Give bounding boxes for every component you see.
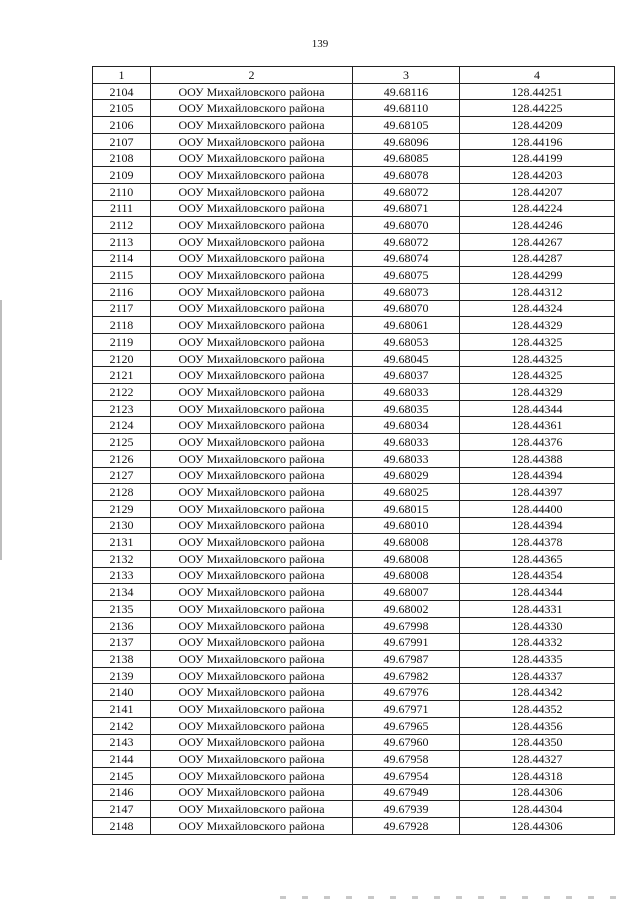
- organization-cell: ООУ Михайловского района: [151, 684, 353, 701]
- organization-cell: ООУ Михайловского района: [151, 300, 353, 317]
- longitude-cell: 128.44332: [460, 634, 615, 651]
- latitude-cell: 49.67982: [353, 667, 460, 684]
- row-number-cell: 2144: [93, 751, 151, 768]
- row-number-cell: 2138: [93, 651, 151, 668]
- row-number-cell: 2118: [93, 317, 151, 334]
- latitude-cell: 49.68075: [353, 267, 460, 284]
- organization-cell: ООУ Михайловского района: [151, 367, 353, 384]
- table-row: [93, 200, 615, 217]
- latitude-cell: 49.68085: [353, 150, 460, 167]
- longitude-cell: 128.44376: [460, 434, 615, 451]
- latitude-cell: 49.68073: [353, 283, 460, 300]
- longitude-cell: 128.44329: [460, 384, 615, 401]
- latitude-cell: 49.68025: [353, 484, 460, 501]
- organization-cell: ООУ Михайловского района: [151, 550, 353, 567]
- row-number-cell: 2145: [93, 767, 151, 784]
- longitude-cell: 128.44312: [460, 283, 615, 300]
- organization-cell: ООУ Михайловского района: [151, 217, 353, 234]
- table-row: [93, 167, 615, 184]
- organization-cell: ООУ Михайловского района: [151, 100, 353, 117]
- row-number-cell: 2119: [93, 334, 151, 351]
- table-row: [93, 450, 615, 467]
- table-row: [93, 751, 615, 768]
- latitude-cell: 49.67998: [353, 617, 460, 634]
- longitude-cell: 128.44299: [460, 267, 615, 284]
- row-number-cell: 2135: [93, 601, 151, 618]
- table-row: [93, 617, 615, 634]
- row-number-cell: 2113: [93, 233, 151, 250]
- longitude-cell: 128.44306: [460, 784, 615, 801]
- latitude-cell: 49.68037: [353, 367, 460, 384]
- row-number-cell: 2117: [93, 300, 151, 317]
- latitude-cell: 49.68035: [353, 400, 460, 417]
- row-number-cell: 2120: [93, 350, 151, 367]
- longitude-cell: 128.44246: [460, 217, 615, 234]
- row-number-cell: 2141: [93, 701, 151, 718]
- organization-cell: ООУ Михайловского района: [151, 601, 353, 618]
- table-row: [93, 117, 615, 134]
- latitude-cell: 49.67971: [353, 701, 460, 718]
- organization-cell: ООУ Михайловского района: [151, 617, 353, 634]
- organization-cell: ООУ Михайловского района: [151, 83, 353, 100]
- organization-cell: ООУ Михайловского района: [151, 317, 353, 334]
- column-header-1: 1: [93, 67, 151, 84]
- table-row: [93, 217, 615, 234]
- latitude-cell: 49.67976: [353, 684, 460, 701]
- latitude-cell: 49.67949: [353, 784, 460, 801]
- row-number-cell: 2106: [93, 117, 151, 134]
- row-number-cell: 2137: [93, 634, 151, 651]
- row-number-cell: 2140: [93, 684, 151, 701]
- table-row: [93, 183, 615, 200]
- table-row: [93, 233, 615, 250]
- longitude-cell: 128.44224: [460, 200, 615, 217]
- longitude-cell: 128.44199: [460, 150, 615, 167]
- table-row: [93, 567, 615, 584]
- table-row: [93, 434, 615, 451]
- longitude-cell: 128.44344: [460, 584, 615, 601]
- organization-cell: ООУ Михайловского района: [151, 283, 353, 300]
- latitude-cell: 49.68008: [353, 550, 460, 567]
- longitude-cell: 128.44330: [460, 617, 615, 634]
- table-row: [93, 317, 615, 334]
- organization-cell: ООУ Михайловского района: [151, 734, 353, 751]
- latitude-cell: 49.68034: [353, 417, 460, 434]
- organization-cell: ООУ Михайловского района: [151, 417, 353, 434]
- longitude-cell: 128.44324: [460, 300, 615, 317]
- organization-cell: ООУ Михайловского района: [151, 183, 353, 200]
- organization-cell: ООУ Михайловского района: [151, 701, 353, 718]
- row-number-cell: 2136: [93, 617, 151, 634]
- latitude-cell: 49.68116: [353, 83, 460, 100]
- organization-cell: ООУ Михайловского района: [151, 467, 353, 484]
- organization-cell: ООУ Михайловского района: [151, 350, 353, 367]
- organization-cell: ООУ Михайловского района: [151, 484, 353, 501]
- organization-cell: ООУ Михайловского района: [151, 751, 353, 768]
- longitude-cell: 128.44356: [460, 717, 615, 734]
- latitude-cell: 49.68007: [353, 584, 460, 601]
- organization-cell: ООУ Михайловского района: [151, 250, 353, 267]
- row-number-cell: 2132: [93, 550, 151, 567]
- latitude-cell: 49.68045: [353, 350, 460, 367]
- organization-cell: ООУ Михайловского района: [151, 133, 353, 150]
- organization-cell: ООУ Михайловского района: [151, 233, 353, 250]
- latitude-cell: 49.68008: [353, 534, 460, 551]
- row-number-cell: 2124: [93, 417, 151, 434]
- table-row: [93, 400, 615, 417]
- table-row: [93, 784, 615, 801]
- organization-cell: ООУ Михайловского района: [151, 584, 353, 601]
- row-number-cell: 2127: [93, 467, 151, 484]
- row-number-cell: 2123: [93, 400, 151, 417]
- row-number-cell: 2129: [93, 500, 151, 517]
- table-row: [93, 300, 615, 317]
- table-body: [93, 83, 615, 834]
- latitude-cell: 49.68096: [353, 133, 460, 150]
- organization-cell: ООУ Михайловского района: [151, 500, 353, 517]
- table-row: [93, 684, 615, 701]
- latitude-cell: 49.68071: [353, 200, 460, 217]
- latitude-cell: 49.67991: [353, 634, 460, 651]
- longitude-cell: 128.44335: [460, 651, 615, 668]
- longitude-cell: 128.44327: [460, 751, 615, 768]
- table-row: [93, 701, 615, 718]
- organization-cell: ООУ Михайловского района: [151, 534, 353, 551]
- row-number-cell: 2143: [93, 734, 151, 751]
- table-row: [93, 584, 615, 601]
- table-row: [93, 767, 615, 784]
- table-row: [93, 667, 615, 684]
- table-row: [93, 384, 615, 401]
- latitude-cell: 49.68078: [353, 167, 460, 184]
- row-number-cell: 2109: [93, 167, 151, 184]
- table-row: [93, 133, 615, 150]
- latitude-cell: 49.68070: [353, 217, 460, 234]
- longitude-cell: 128.44325: [460, 350, 615, 367]
- longitude-cell: 128.44378: [460, 534, 615, 551]
- row-number-cell: 2147: [93, 801, 151, 818]
- scan-edge-mark: [0, 300, 2, 560]
- longitude-cell: 128.44352: [460, 701, 615, 718]
- organization-cell: ООУ Михайловского района: [151, 517, 353, 534]
- organization-cell: ООУ Михайловского района: [151, 200, 353, 217]
- organization-cell: ООУ Михайловского района: [151, 400, 353, 417]
- table-row: [93, 417, 615, 434]
- row-number-cell: 2108: [93, 150, 151, 167]
- organization-cell: ООУ Михайловского района: [151, 767, 353, 784]
- organization-cell: ООУ Михайловского района: [151, 117, 353, 134]
- row-number-cell: 2130: [93, 517, 151, 534]
- row-number-cell: 2142: [93, 717, 151, 734]
- table-row: [93, 484, 615, 501]
- table-row: [93, 367, 615, 384]
- latitude-cell: 49.68033: [353, 434, 460, 451]
- longitude-cell: 128.44337: [460, 667, 615, 684]
- longitude-cell: 128.44394: [460, 517, 615, 534]
- latitude-cell: 49.67960: [353, 734, 460, 751]
- column-header-3: 3: [353, 67, 460, 84]
- organization-cell: ООУ Михайловского района: [151, 334, 353, 351]
- row-number-cell: 2133: [93, 567, 151, 584]
- organization-cell: ООУ Михайловского района: [151, 817, 353, 834]
- table-row: [93, 550, 615, 567]
- longitude-cell: 128.44251: [460, 83, 615, 100]
- row-number-cell: 2104: [93, 83, 151, 100]
- table-row: [93, 267, 615, 284]
- organization-cell: ООУ Михайловского района: [151, 634, 353, 651]
- longitude-cell: 128.44350: [460, 734, 615, 751]
- page-number: 139: [311, 38, 329, 50]
- organization-cell: ООУ Михайловского района: [151, 667, 353, 684]
- table-row: [93, 500, 615, 517]
- row-number-cell: 2126: [93, 450, 151, 467]
- longitude-cell: 128.44365: [460, 550, 615, 567]
- row-number-cell: 2121: [93, 367, 151, 384]
- table-row: [93, 651, 615, 668]
- organization-cell: ООУ Михайловского района: [151, 801, 353, 818]
- table-row: [93, 250, 615, 267]
- longitude-cell: 128.44394: [460, 467, 615, 484]
- row-number-cell: 2115: [93, 267, 151, 284]
- row-number-cell: 2128: [93, 484, 151, 501]
- latitude-cell: 49.68105: [353, 117, 460, 134]
- organization-cell: ООУ Михайловского района: [151, 434, 353, 451]
- table-row: [93, 734, 615, 751]
- longitude-cell: 128.44342: [460, 684, 615, 701]
- longitude-cell: 128.44361: [460, 417, 615, 434]
- organization-cell: ООУ Михайловского района: [151, 267, 353, 284]
- table-row: [93, 83, 615, 100]
- longitude-cell: 128.44318: [460, 767, 615, 784]
- row-number-cell: 2146: [93, 784, 151, 801]
- organization-cell: ООУ Михайловского района: [151, 167, 353, 184]
- latitude-cell: 49.67954: [353, 767, 460, 784]
- table-row: [93, 717, 615, 734]
- longitude-cell: 128.44304: [460, 801, 615, 818]
- table-row: [93, 467, 615, 484]
- organization-cell: ООУ Михайловского района: [151, 567, 353, 584]
- latitude-cell: 49.68033: [353, 384, 460, 401]
- organization-cell: ООУ Михайловского района: [151, 150, 353, 167]
- row-number-cell: 2111: [93, 200, 151, 217]
- row-number-cell: 2114: [93, 250, 151, 267]
- table-row: [93, 350, 615, 367]
- table-row: [93, 634, 615, 651]
- longitude-cell: 128.44400: [460, 500, 615, 517]
- table-row: [93, 334, 615, 351]
- latitude-cell: 49.67958: [353, 751, 460, 768]
- longitude-cell: 128.44397: [460, 484, 615, 501]
- longitude-cell: 128.44325: [460, 367, 615, 384]
- latitude-cell: 49.68074: [353, 250, 460, 267]
- column-header-4: 4: [460, 67, 615, 84]
- row-number-cell: 2107: [93, 133, 151, 150]
- longitude-cell: 128.44287: [460, 250, 615, 267]
- latitude-cell: 49.67928: [353, 817, 460, 834]
- longitude-cell: 128.44196: [460, 133, 615, 150]
- row-number-cell: 2139: [93, 667, 151, 684]
- row-number-cell: 2148: [93, 817, 151, 834]
- table-row: [93, 601, 615, 618]
- organization-cell: ООУ Михайловского района: [151, 717, 353, 734]
- row-number-cell: 2110: [93, 183, 151, 200]
- row-number-cell: 2122: [93, 384, 151, 401]
- latitude-cell: 49.68110: [353, 100, 460, 117]
- row-number-cell: 2112: [93, 217, 151, 234]
- scan-noise: [280, 896, 620, 899]
- longitude-cell: 128.44267: [460, 233, 615, 250]
- latitude-cell: 49.67939: [353, 801, 460, 818]
- latitude-cell: 49.68072: [353, 233, 460, 250]
- longitude-cell: 128.44388: [460, 450, 615, 467]
- table-row: [93, 817, 615, 834]
- table-row: [93, 534, 615, 551]
- row-number-cell: 2131: [93, 534, 151, 551]
- longitude-cell: 128.44354: [460, 567, 615, 584]
- longitude-cell: 128.44325: [460, 334, 615, 351]
- latitude-cell: 49.68072: [353, 183, 460, 200]
- column-header-2: 2: [151, 67, 353, 84]
- latitude-cell: 49.67965: [353, 717, 460, 734]
- table-row: [93, 283, 615, 300]
- longitude-cell: 128.44329: [460, 317, 615, 334]
- latitude-cell: 49.68029: [353, 467, 460, 484]
- row-number-cell: 2125: [93, 434, 151, 451]
- longitude-cell: 128.44306: [460, 817, 615, 834]
- coordinates-table: [92, 66, 615, 835]
- latitude-cell: 49.68061: [353, 317, 460, 334]
- latitude-cell: 49.68070: [353, 300, 460, 317]
- table-row: [93, 801, 615, 818]
- organization-cell: ООУ Михайловского района: [151, 784, 353, 801]
- organization-cell: ООУ Михайловского района: [151, 651, 353, 668]
- latitude-cell: 49.68002: [353, 601, 460, 618]
- longitude-cell: 128.44209: [460, 117, 615, 134]
- longitude-cell: 128.44207: [460, 183, 615, 200]
- table-row: [93, 517, 615, 534]
- organization-cell: ООУ Михайловского района: [151, 384, 353, 401]
- row-number-cell: 2134: [93, 584, 151, 601]
- longitude-cell: 128.44203: [460, 167, 615, 184]
- organization-cell: ООУ Михайловского района: [151, 450, 353, 467]
- row-number-cell: 2116: [93, 283, 151, 300]
- longitude-cell: 128.44344: [460, 400, 615, 417]
- table-row: [93, 100, 615, 117]
- table-header-row: [93, 67, 615, 84]
- latitude-cell: 49.68053: [353, 334, 460, 351]
- table-row: [93, 150, 615, 167]
- latitude-cell: 49.67987: [353, 651, 460, 668]
- latitude-cell: 49.68033: [353, 450, 460, 467]
- latitude-cell: 49.68015: [353, 500, 460, 517]
- row-number-cell: 2105: [93, 100, 151, 117]
- latitude-cell: 49.68008: [353, 567, 460, 584]
- latitude-cell: 49.68010: [353, 517, 460, 534]
- longitude-cell: 128.44331: [460, 601, 615, 618]
- longitude-cell: 128.44225: [460, 100, 615, 117]
